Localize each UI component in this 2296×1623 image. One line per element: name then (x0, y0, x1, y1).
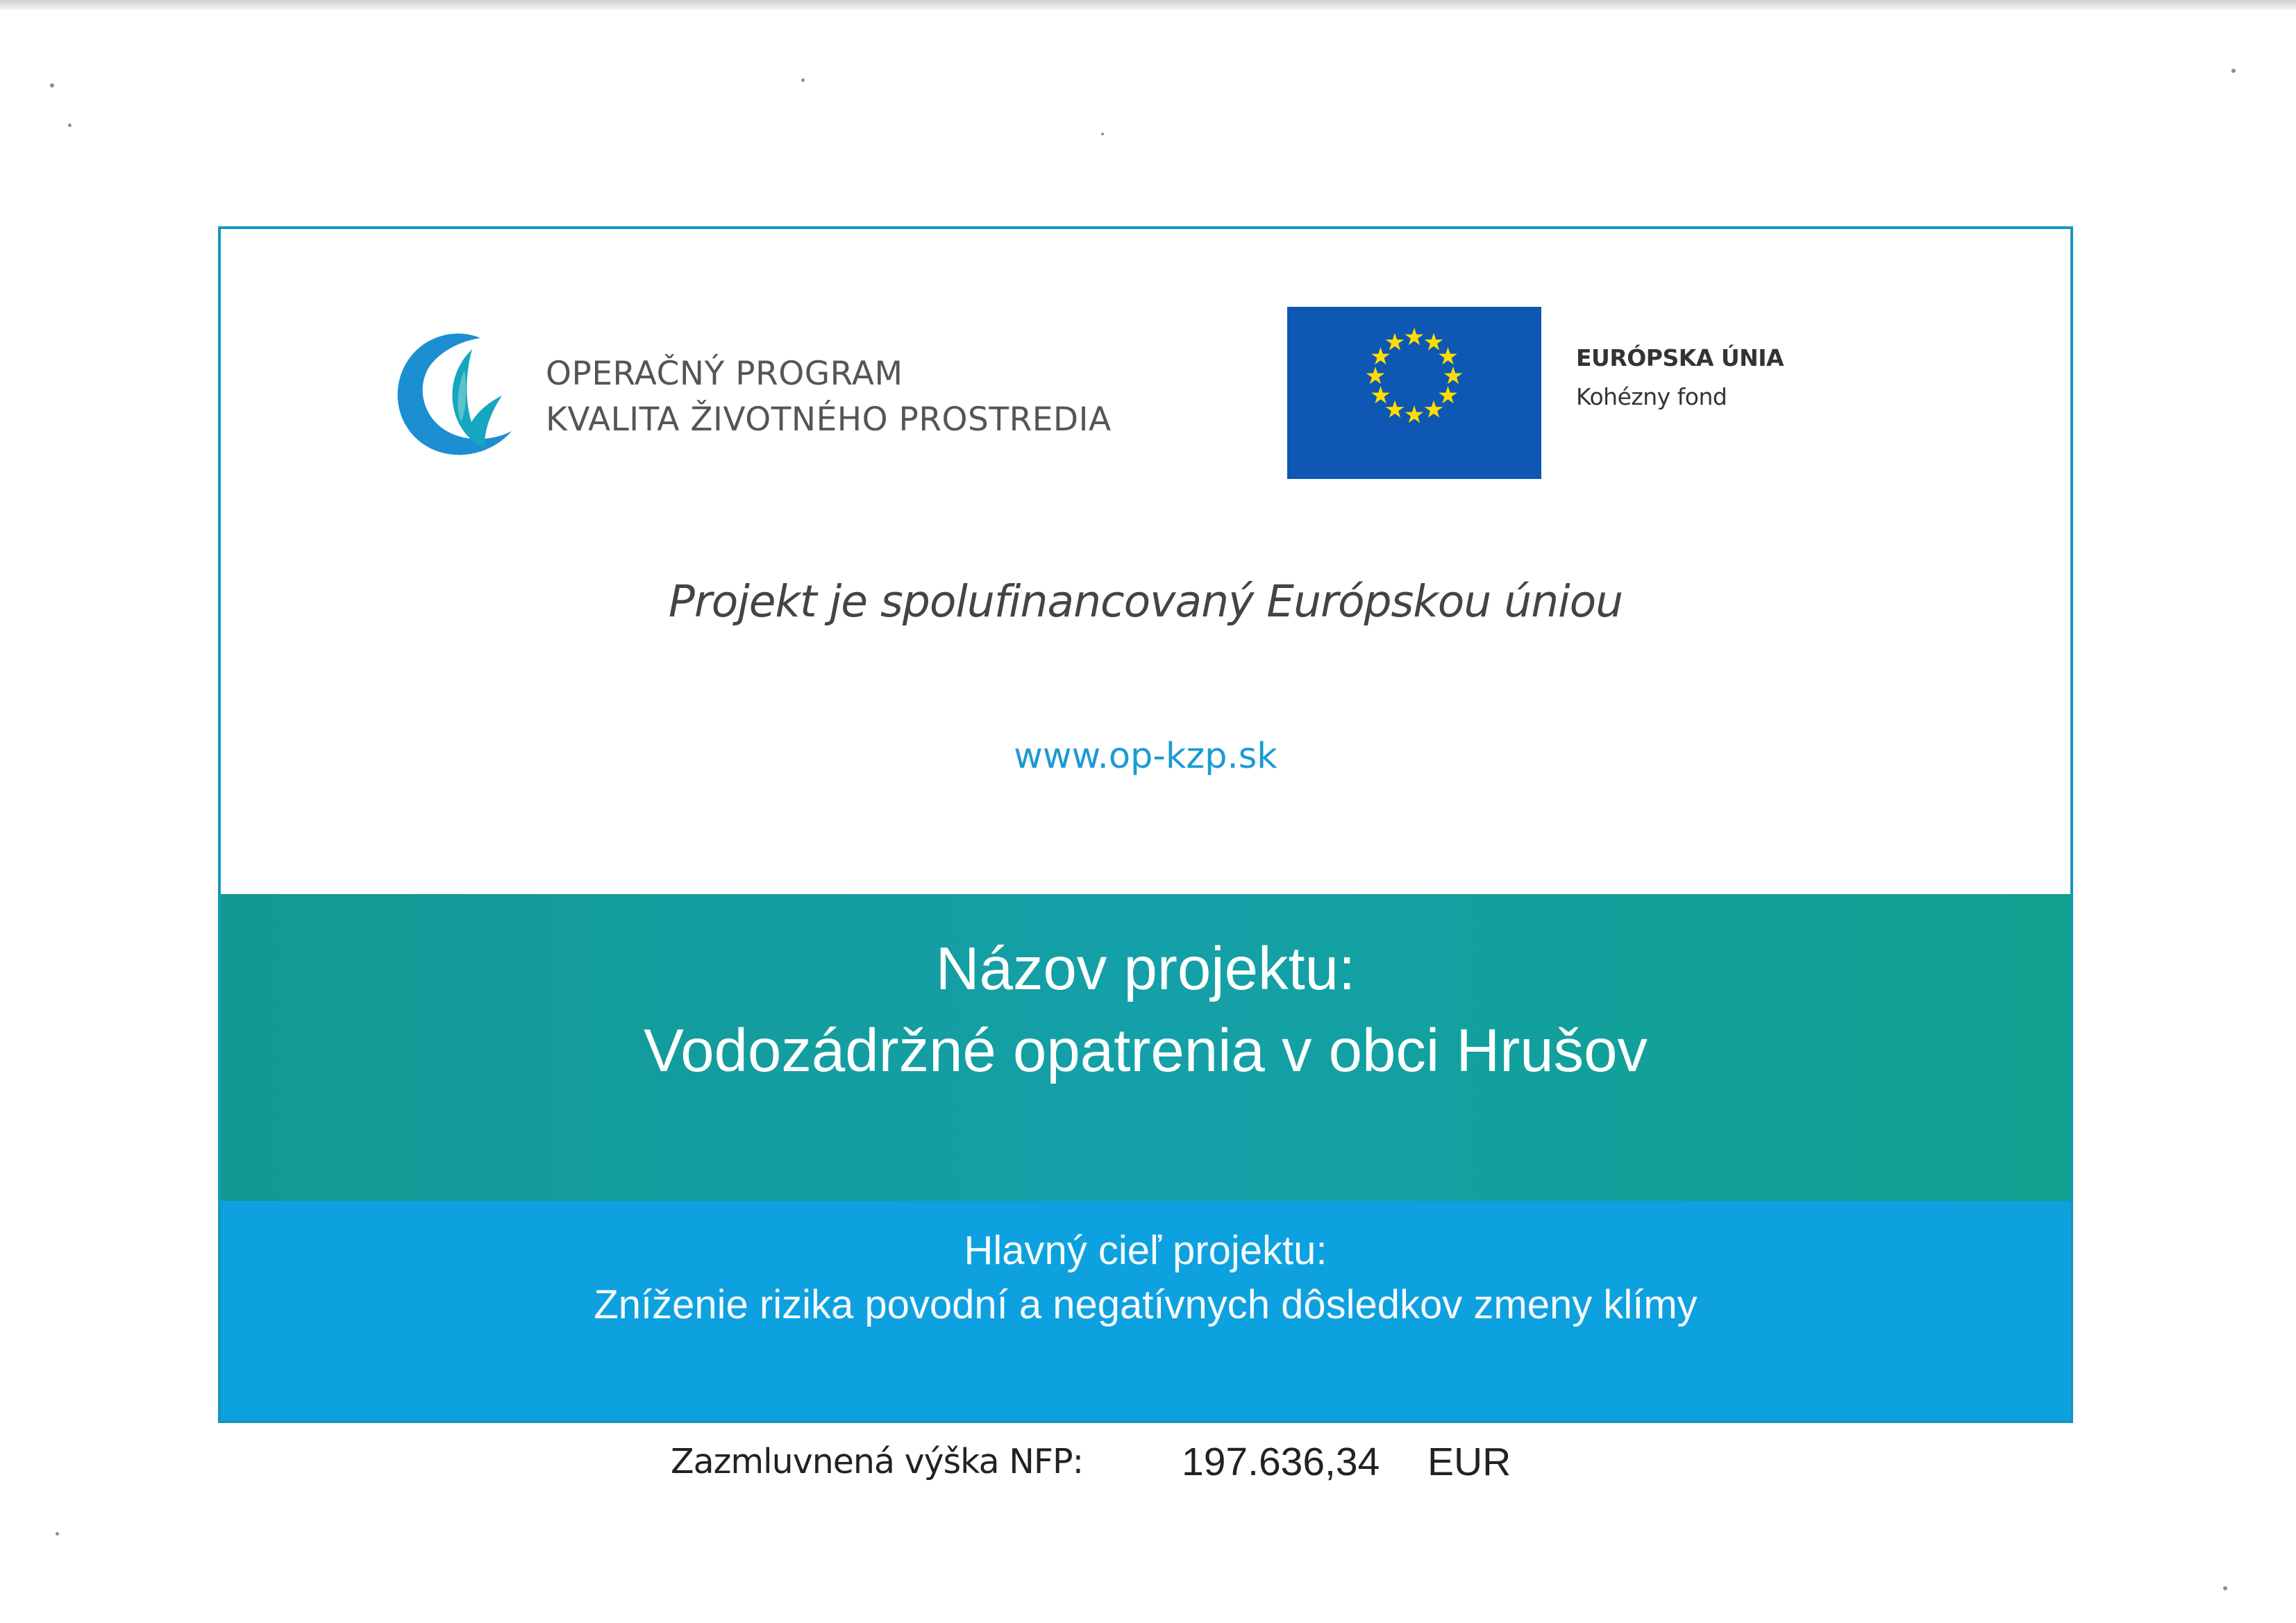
eu-name: EURÓPSKA ÚNIA (1576, 344, 1784, 371)
header-section (221, 229, 2070, 894)
scan-speck (50, 83, 54, 87)
scan-speck (2223, 1586, 2227, 1590)
eu-fund-label (1576, 339, 1784, 417)
scan-speck (56, 1532, 59, 1536)
project-name-band (221, 894, 2070, 1201)
scan-speck (1101, 133, 1104, 135)
operational-program-title-line-1: OPERAČNÝ PROGRAM (546, 355, 903, 393)
scan-speck (801, 78, 805, 82)
project-goal: Zníženie rizika povodní a negatívnych dôsledkov zmeny klímy (594, 1282, 1698, 1327)
operational-program-title (546, 351, 1112, 443)
scan-edge (0, 0, 2296, 10)
scan-speck (2231, 69, 2236, 73)
project-name-label: Názov projektu: (935, 935, 1356, 1002)
cohesion-fund-name: Kohézny fond (1576, 383, 1727, 410)
operational-program-title-line-2: KVALITA ŽIVOTNÉHO PROSTREDIA (546, 401, 1112, 439)
program-website-link[interactable]: www.op-kzp.sk (1014, 736, 1277, 777)
project-information-board (218, 226, 2073, 1423)
eu-flag-icon (1287, 307, 1541, 479)
project-goal-label: Hlavný cieľ projektu: (964, 1228, 1327, 1273)
contracted-funding-amount: 197.636,34 (1182, 1440, 1380, 1484)
cofinancing-statement: Projekt je spolufinancovaný Európskou úniou (668, 576, 1623, 627)
contracted-funding-currency: EUR (1427, 1440, 1511, 1484)
project-name: Vodozádržné opatrenia v obci Hrušov (643, 1017, 1648, 1084)
op-kzp-leaf-logo-icon (394, 323, 523, 462)
project-goal-band (221, 1201, 2070, 1420)
contracted-funding-label: Zazmluvnená výška NFP: (671, 1442, 1084, 1481)
scan-speck (68, 124, 72, 127)
